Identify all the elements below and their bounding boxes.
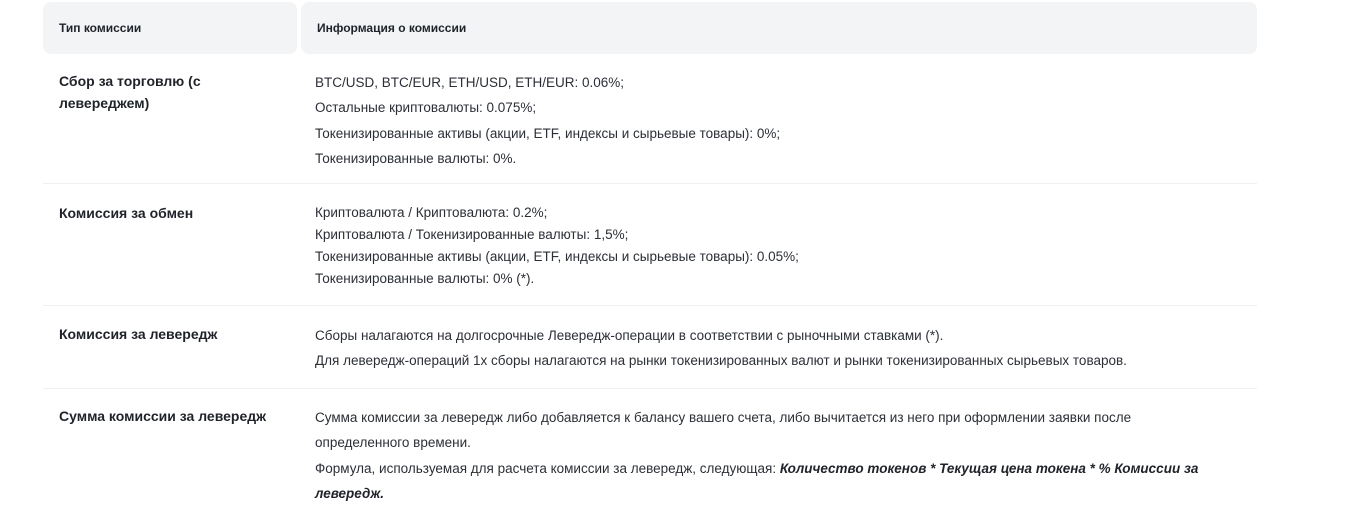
fee-info-line: определенного времени.: [315, 435, 471, 451]
fee-type-label: левереджем): [59, 95, 150, 111]
fee-formula-line: [315, 456, 1257, 481]
fee-info-line: BTC/USD, BTC/EUR, ETH/USD, ETH/EUR: 0.06%;: [315, 75, 625, 90]
fee-type-cell: [43, 306, 299, 388]
fee-info-cell: [299, 54, 1257, 183]
fee-info-line: Сумма комиссии за левередж либо добавляется к балансу вашего счета, либо вычитается из него при оформлении заявки после: [315, 410, 1132, 425]
fee-info-line: Криптовалюта / Криптовалюта: 0.2%;: [315, 205, 548, 220]
fee-type-label: Сбор за торговлю (с: [59, 73, 201, 89]
fee-info-cell: [299, 306, 1257, 388]
fee-info-line: Остальные криптовалюты: 0.075%;: [315, 100, 537, 116]
fee-type-label: Комиссия за обмен: [59, 205, 194, 221]
fee-formula-intro: Формула, используемая для расчета комиссии за левередж, следующая:: [315, 460, 780, 476]
fee-type-cell: [43, 389, 299, 515]
header-fee-type: Тип комиссии: [43, 2, 297, 54]
fee-info-line: Для левередж-операций 1х сборы налагаются на рынки токенизированных валют и рынки токенизированных сырьевых товаров.: [315, 353, 1127, 368]
fee-type-cell: [43, 54, 299, 183]
table-row: [43, 184, 1257, 306]
table-row: [43, 389, 1257, 515]
fee-type-cell: [43, 184, 299, 305]
fee-info-line: Токенизированные валюты: 0% (*).: [315, 271, 535, 286]
fee-info-line: Сборы налагаются на долгосрочные Левередж-операции в соответствии с рыночными ставками (*).: [315, 328, 944, 343]
fee-info-cell: [299, 389, 1257, 515]
fee-type-label: Комиссия за левередж: [59, 326, 218, 342]
table-row: [43, 54, 1257, 184]
fee-info-line: Токенизированные активы (акции, ETF, индексы и сырьевые товары): 0%;: [315, 125, 781, 141]
fee-type-label: Сумма комиссии за левередж: [59, 408, 267, 424]
fee-table: [43, 0, 1257, 515]
fee-info-line: Токенизированные валюты: 0%.: [315, 150, 517, 166]
header-fee-info: Информация о комиссии: [301, 2, 1257, 54]
fee-info-cell: [299, 184, 1257, 305]
table-header: [43, 2, 1257, 54]
fee-formula: Количество токенов * Текущая цена токена * % Комиссии за: [779, 460, 1199, 476]
fee-info-line: Криптовалюта / Токенизированные валюты: 1,5%;: [315, 227, 629, 242]
fee-formula-continuation: левередж.: [315, 485, 385, 501]
table-row: [43, 306, 1257, 389]
fee-info-line: Токенизированные активы (акции, ETF, индексы и сырьевые товары): 0.05%;: [315, 249, 799, 264]
